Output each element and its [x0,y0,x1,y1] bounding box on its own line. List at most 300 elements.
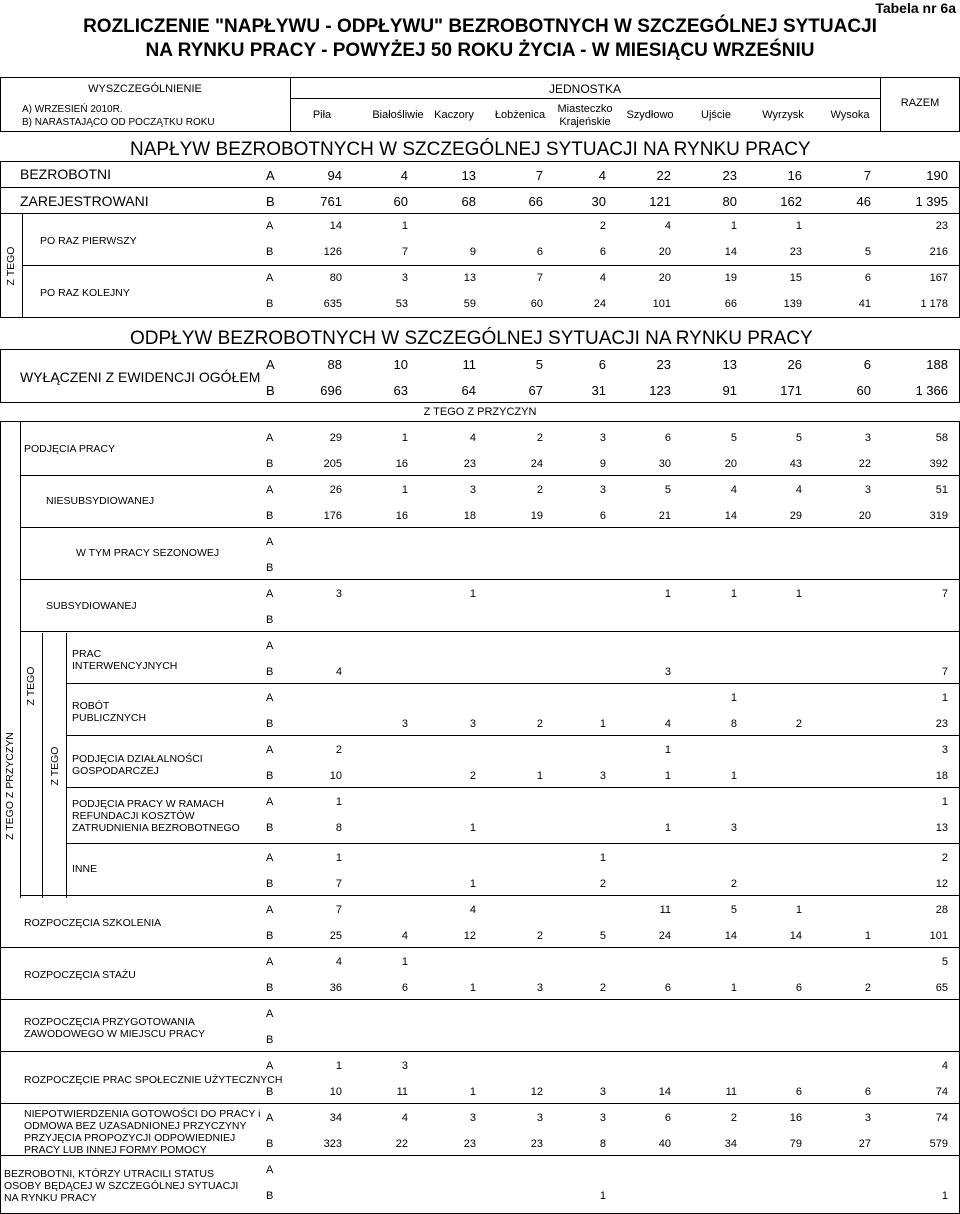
table-cell: 40 [658,1138,671,1150]
table-cell: 18 [463,510,476,522]
table-cell: 6 [664,432,671,444]
table-cell: 5 [864,246,871,258]
z-tego-z-przyczyn-side-label: Z TEGO Z PRZYCZYN [4,732,16,840]
table-cell: 5 [730,904,737,916]
ab-marker: B [266,1034,274,1046]
table-cell: 60 [530,298,543,310]
ab-marker: B [266,718,274,730]
table-cell: 4 [469,432,476,444]
unit-header: Łobżenica [494,109,546,121]
table-cell: 59 [463,298,476,310]
table-cell: 3 [469,484,476,496]
ab-marker: A [266,1008,274,1020]
ab-marker: B [266,298,274,310]
row-label-inne: INNE [72,863,98,875]
table-cell: 216 [929,246,948,258]
table-cell: 23 [463,1138,476,1150]
table-cell: 1 [335,1060,342,1072]
table-cell: 3 [730,822,737,834]
table-cell: 1 [730,588,737,600]
ab-marker: B [266,562,274,574]
ab-marker: A [266,796,274,808]
table-cell: 7 [401,246,408,258]
row-label-bezrobotni: BEZROBOTNI [20,166,112,182]
row-label-zarejestrowani: ZAREJESTROWANI [20,193,149,209]
ab-marker: A [266,1112,274,1124]
table-cell: 23 [722,168,737,183]
table-cell: 2 [599,982,606,994]
table-cell: 16 [395,510,408,522]
ab-marker: B [266,383,275,398]
table-cell: 16 [787,168,802,183]
table-cell: 2 [335,744,342,756]
table-cell: 1 [536,770,543,782]
table-cell: 4 [335,956,342,968]
table-cell: 1 [401,220,408,232]
table-cell: 7 [335,904,342,916]
row-label-po-raz-kolejny: PO RAZ KOLEJNY [40,287,130,299]
unit-header: Miasteczko Krajeńskie [557,103,613,128]
table-cell: 23 [935,220,948,232]
table-cell: 1 [730,692,737,704]
row-label-sezonowej: W TYM PRACY SEZONOWEJ [76,547,220,559]
row-label-stazu: ROZPOCZĘCIA STAŻU [24,969,136,981]
z-tego-side-label-1: Z TEGO [5,246,17,286]
table-cell: 4 [664,220,671,232]
row-label-niepotwierdzenia: NIEPOTWIERDZENIA GOTOWOŚCI DO PRACY i ODMOWA BEZ UZASADNIONEJ PRZYCZYNY PRZYJĘCIA PROPOZYCJI ODPOWIEDNIEJ PRACY LUB INNEJ FORMY POMOCY [24,1108,261,1156]
table-cell: 60 [393,194,408,209]
table-cell: 79 [789,1138,802,1150]
table-cell: 6 [536,246,543,258]
table-cell: 3 [864,432,871,444]
table-cell: 1 [664,770,671,782]
table-cell: 139 [783,298,802,310]
table-cell: 1 366 [915,383,948,398]
table-cell: 579 [929,1138,948,1150]
table-cell: 26 [329,484,342,496]
table-cell: 2 [599,220,606,232]
table-cell: 1 [599,852,606,864]
table-cell: 12 [463,930,476,942]
table-cell: 18 [935,770,948,782]
table-cell: 6 [863,357,871,372]
table-cell: 1 [664,822,671,834]
table-cell: 19 [530,510,543,522]
ab-marker: A [266,220,274,232]
ab-marker: A [266,588,274,600]
jednostka-header: JEDNOSTKA [548,82,621,96]
table-cell: 635 [323,298,342,310]
table-cell: 1 [730,982,737,994]
table-cell: 4 [599,272,606,284]
table-cell: 2 [730,878,737,890]
table-cell: 88 [327,357,342,372]
ab-marker: A [266,357,275,372]
table-cell: 34 [329,1112,342,1124]
ab-marker: A [266,432,274,444]
table-cell: 5 [535,357,543,372]
table-cell: 30 [658,458,671,470]
ab-marker: B [266,510,274,522]
ab-marker: B [266,930,274,942]
table-cell: 190 [926,168,948,183]
ab-marker: B [266,822,274,834]
table-cell: 8 [599,1138,606,1150]
table-cell: 392 [929,458,948,470]
table-cell: 24 [530,458,543,470]
ab-marker: B [266,458,274,470]
table-cell: 22 [395,1138,408,1150]
table-cell: 20 [724,458,737,470]
unit-header: Wysoka [830,109,870,121]
ab-marker: A [266,744,274,756]
table-cell: 15 [789,272,802,284]
table-cell: 1 [941,796,948,808]
table-cell: 10 [329,1086,342,1098]
unit-header: Ujście [701,109,731,121]
ab-marker: A [266,272,274,284]
table-cell: 41 [858,298,871,310]
ab-marker: B [266,246,274,258]
ab-marker: A [266,904,274,916]
ab-marker: B [266,666,274,678]
table-cell: 3 [469,718,476,730]
razem-header: RAZEM [900,97,940,109]
table-cell: 323 [323,1138,342,1150]
table-cell: 4 [335,666,342,678]
table-cell: 64 [461,383,476,398]
table-cell: 1 [795,904,802,916]
table-cell: 10 [329,770,342,782]
ab-marker: A [266,484,274,496]
table-cell: 1 [664,744,671,756]
table-cell: 2 [599,878,606,890]
ab-marker: B [266,770,274,782]
table-cell: 3 [941,744,948,756]
table-cell: 2 [795,718,802,730]
table-cell: 1 [469,822,476,834]
table-cell: 1 [401,432,408,444]
ab-marker: A [266,692,274,704]
table-cell: 121 [649,194,671,209]
table-cell: 8 [730,718,737,730]
table-cell: 12 [935,878,948,890]
table-cell: 2 [941,852,948,864]
table-cell: 22 [656,168,671,183]
row-label-podjecia-pracy: PODJĘCIA PRACY [24,443,116,455]
table-cell: 761 [320,194,342,209]
table-cell: 1 [469,1086,476,1098]
table-cell: 74 [935,1112,948,1124]
row-label-niesubsydiowanej: NIESUBSYDIOWANEJ [46,495,155,507]
table-cell: 1 178 [920,298,948,310]
table-cell: 1 [664,588,671,600]
table-cell: 58 [935,432,948,444]
table-cell: 1 [401,484,408,496]
row-label-interwencyjnych: PRAC INTERWENCYJNYCH [72,648,178,672]
table-cell: 46 [856,194,871,209]
row-separator [20,579,960,580]
row-separator [0,1051,960,1052]
table-cell: 43 [789,458,802,470]
table-cell: 27 [858,1138,871,1150]
table-cell: 1 [795,588,802,600]
table-cell: 1 [730,770,737,782]
table-cell: 3 [664,666,671,678]
table-cell: 20 [658,272,671,284]
table-cell: 13 [461,168,476,183]
table-cell: 6 [795,1086,802,1098]
table-cell: 1 [941,692,948,704]
row-separator [0,1103,960,1104]
ab-marker: A [266,640,274,652]
row-label-spolecznie: ROZPOCZĘCIE PRAC SPOŁECZNIE UŻYTECZNYCH [24,1074,283,1086]
table-cell: 11 [659,904,671,916]
table-cell: 30 [591,194,606,209]
table-cell: 162 [780,194,802,209]
table-cell: 23 [530,1138,543,1150]
row-label-szkolenia: ROZPOCZĘCIA SZKOLENIA [24,917,162,929]
table-cell: 14 [724,930,737,942]
ab-marker: A [266,1060,274,1072]
table-cell: 1 [941,1190,948,1202]
table-cell: 7 [941,666,948,678]
row-label-przygotowania: ROZPOCZĘCIA PRZYGOTOWANIA ZAWODOWEGO W MIEJSCU PRACY [24,1016,206,1040]
table-cell: 1 [469,878,476,890]
table-cell: 123 [649,383,671,398]
table-cell: 24 [593,298,606,310]
unit-header: Szydłowo [626,109,674,121]
table-cell: 22 [858,458,871,470]
table-cell: 6 [598,357,606,372]
ab-marker: A [266,536,274,548]
table-cell: 14 [724,246,737,258]
table-cell: 1 [599,1190,606,1202]
table-cell: 11 [462,357,476,372]
table-cell: 3 [401,1060,408,1072]
table-cell: 696 [320,383,342,398]
table-cell: 4 [598,168,606,183]
table-cell: 9 [599,458,606,470]
table-cell: 94 [327,168,342,183]
table-cell: 23 [935,718,948,730]
table-cell: 66 [528,194,543,209]
row-label-refundacji: PODJĘCIA PRACY W RAMACH REFUNDACJI KOSZTÓW ZATRUDNIENIA BEZROBOTNEGO [72,798,240,834]
table-cell: 5 [795,432,802,444]
page-title-line-1: ROZLICZENIE "NAPŁYWU - ODPŁYWU" BEZROBOTNYCH W SZCZEGÓLNEJ SYTUACJI [83,16,877,37]
table-cell: 7 [941,588,948,600]
ab-marker: A [266,852,274,864]
table-cell: 3 [401,718,408,730]
table-cell: 3 [536,982,543,994]
table-cell: 1 [469,588,476,600]
table-cell: 101 [652,298,671,310]
page-title-line-2: NA RYNKU PRACY - POWYŻEJ 50 ROKU ŻYCIA - W MIESIĄCU WRZEŚNIU [145,40,815,61]
ab-marker: B [266,1086,274,1098]
table-cell: 80 [722,194,737,209]
table-cell: 2 [469,770,476,782]
row-separator [0,1155,960,1156]
table-cell: 51 [935,484,948,496]
legend-b: B) NARASTAJĄCO OD POCZĄTKU ROKU [22,117,215,128]
table-cell: 13 [935,822,948,834]
table-cell: 1 [730,220,737,232]
table-cell: 6 [599,246,606,258]
ab-marker: A [266,168,275,183]
odplyw-heading: ODPŁYW BEZROBOTNYCH W SZCZEGÓLNEJ SYTUACJI NA RYNKU PRACY [130,328,813,349]
table-cell: 1 [335,852,342,864]
table-cell: 74 [935,1086,948,1098]
table-cell: 13 [722,357,737,372]
table-cell: 1 [335,796,342,808]
table-cell: 16 [395,458,408,470]
table-cell: 12 [530,1086,543,1098]
table-cell: 66 [724,298,737,310]
table-cell: 1 [599,718,606,730]
table-cell: 2 [536,484,543,496]
row-separator [0,999,960,1000]
table-cell: 80 [329,272,342,284]
table-cell: 3 [469,1112,476,1124]
table-cell: 67 [528,383,543,398]
unit-header: Białośliwie [372,109,424,121]
table-cell: 2 [536,930,543,942]
table-cell: 4 [795,484,802,496]
table-cell: 5 [664,484,671,496]
naplyw-heading: NAPŁYW BEZROBOTNYCH W SZCZEGÓLNEJ SYTUACJI NA RYNKU PRACY [130,139,811,160]
table-cell: 3 [599,770,606,782]
legend-a: A) WRZESIEŃ 2010R. [22,104,123,115]
table-cell: 11 [725,1086,737,1098]
row-separator [66,787,960,788]
table-cell: 6 [795,982,802,994]
ab-marker: A [266,956,274,968]
table-cell: 24 [658,930,671,942]
row-label-publicznych: ROBÓT PUBLICZNYCH [72,700,147,724]
table-cell: 23 [463,458,476,470]
table-cell: 6 [664,982,671,994]
table-cell: 11 [396,1086,408,1098]
table-cell: 1 [401,956,408,968]
row-label-wylaczeni: WYŁĄCZENI Z EWIDENCJI OGÓŁEM [20,369,261,385]
table-cell: 29 [789,510,802,522]
table-cell: 7 [535,168,543,183]
table-cell: 6 [664,1112,671,1124]
table-cell: 29 [329,432,342,444]
table-cell: 2 [536,432,543,444]
row-separator [20,895,960,896]
table-cell: 4 [469,904,476,916]
row-label-po-raz-pierwszy: PO RAZ PIERWSZY [40,235,137,247]
table-cell: 3 [864,1112,871,1124]
table-cell: 6 [599,510,606,522]
table-cell: 171 [780,383,802,398]
table-cell: 1 395 [915,194,948,209]
ab-marker: B [266,194,275,209]
z-tego-side-label-2: Z TEGO [25,666,37,706]
z-tego-z-przyczyn-heading: Z TEGO Z PRZYCZYN [423,406,537,418]
row-separator [20,475,960,476]
table-cell: 188 [926,357,948,372]
z-tego-side-label-3: Z TEGO [49,746,61,786]
table-cell: 13 [463,272,476,284]
table-cell: 101 [929,930,948,942]
table-cell: 28 [935,904,948,916]
table-number-label: Tabela nr 6a [875,0,956,16]
table-cell: 1 [469,982,476,994]
table-cell: 31 [591,383,606,398]
table-cell: 14 [658,1086,671,1098]
table-cell: 14 [329,220,342,232]
table-cell: 20 [858,510,871,522]
table-cell: 1 [864,930,871,942]
table-cell: 91 [722,383,737,398]
row-separator [0,947,960,948]
table-cell: 176 [323,510,342,522]
table-cell: 10 [393,357,408,372]
table-cell: 1 [795,220,802,232]
table-cell: 2 [730,1112,737,1124]
table-cell: 319 [929,510,948,522]
table-cell: 4 [664,718,671,730]
table-cell: 8 [335,822,342,834]
table-cell: 36 [329,982,342,994]
table-cell: 6 [864,272,871,284]
table-cell: 6 [864,1086,871,1098]
table-cell: 5 [941,956,948,968]
table-cell: 21 [658,510,671,522]
table-cell: 3 [599,1086,606,1098]
table-cell: 60 [856,383,871,398]
table-cell: 6 [401,982,408,994]
ab-marker: B [266,982,274,994]
table-cell: 9 [469,246,476,258]
table-cell: 126 [323,246,342,258]
table-cell: 3 [335,588,342,600]
table-cell: 4 [401,1112,408,1124]
ab-marker: A [266,1164,274,1176]
table-cell: 23 [789,246,802,258]
row-separator [20,631,960,632]
table-cell: 4 [400,168,408,183]
table-cell: 2 [536,718,543,730]
table-cell: 3 [401,272,408,284]
row-label-dzialalnosci: PODJĘCIA DZIAŁALNOŚCI GOSPODARCZEJ [72,753,203,777]
row-separator [66,735,960,736]
row-separator [66,683,960,684]
table-cell: 7 [536,272,543,284]
wyszczegolnienie-header: WYSZCZEGÓLNIENIE [88,83,202,95]
table-cell: 3 [599,484,606,496]
table-cell: 23 [656,357,671,372]
unit-header: Piła [312,109,332,121]
table-cell: 2 [864,982,871,994]
table-cell: 3 [864,484,871,496]
table-cell: 3 [599,432,606,444]
table-cell: 25 [329,930,342,942]
table-cell: 167 [929,272,948,284]
table-cell: 7 [335,878,342,890]
table-cell: 19 [724,272,737,284]
unit-header: Wyrzysk [762,109,804,121]
table-cell: 3 [536,1112,543,1124]
table-cell: 63 [393,383,408,398]
table-cell: 14 [789,930,802,942]
table-cell: 14 [724,510,737,522]
table-cell: 20 [658,246,671,258]
table-cell: 16 [789,1112,802,1124]
row-separator [20,527,960,528]
